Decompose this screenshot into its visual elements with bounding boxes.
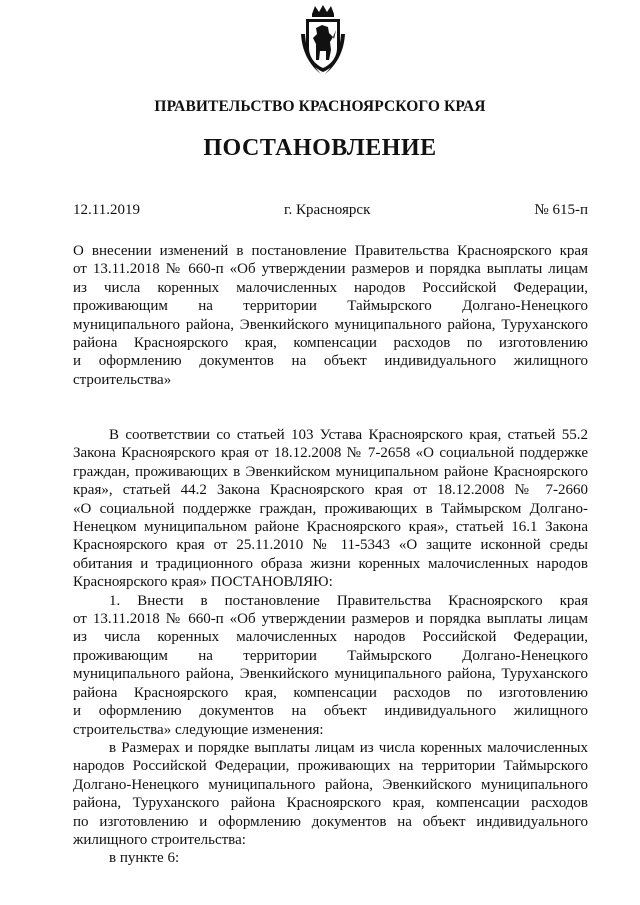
text-line: муниципального района, Эвенкийского муниципального района, Туруханского xyxy=(73,666,588,683)
body-paragraph xyxy=(73,592,588,739)
text-line: проживающим на территории Таймырского Долгано-Ненецкого xyxy=(73,647,588,664)
document-type-title: ПОСТАНОВЛЕНИЕ xyxy=(203,135,437,161)
text-line: по изготовлению и оформлению документов на объект индивидуального xyxy=(73,813,588,830)
document-city: г. Красноярск xyxy=(284,202,371,218)
text-line: проживающим на территории Таймырского Долгано-Ненецкого xyxy=(73,298,588,315)
text-line: от 13.11.2018 № 660-п «Об утверждении размеров и порядка выплаты лицам xyxy=(73,261,588,278)
text-line: О внесении изменений в постановление Правительства Красноярского края xyxy=(73,243,588,259)
text-line: 1. Внести в постановление Правительства Красноярского края xyxy=(109,592,588,609)
text-line: из числа коренных малочисленных народов Российской Федерации, xyxy=(73,279,588,296)
text-line: в Размерах и порядке выплаты лицам из числа коренных малочисленных xyxy=(109,739,588,756)
text-line: Красноярского края» ПОСТАНОВЛЯЮ: xyxy=(73,574,333,591)
text-line: Долгано-Ненецкого муниципального района, Эвенкийского муниципального xyxy=(73,776,588,793)
text-line: в пункте 6: xyxy=(109,850,180,867)
text-line: обитания и традиционного образа жизни коренных малочисленных народов xyxy=(73,555,588,572)
body-paragraph xyxy=(73,426,588,592)
text-line: и оформлению документов на объект индивидуального жилищного xyxy=(73,703,588,720)
text-line: народов Российской Федерации, проживающих на территории Таймырского xyxy=(73,758,588,775)
text-line: из числа коренных малочисленных народов Российской Федерации, xyxy=(73,629,588,646)
text-line: района, Туруханского района Красноярского края, компенсации расходов xyxy=(73,795,588,812)
text-line: Красноярского края от 25.11.2010 № 11-5343 «О защите исконной среды xyxy=(73,537,588,554)
document-number: № 615-п xyxy=(534,202,588,218)
text-line: района Красноярского края, компенсации расходов по изготовлению xyxy=(73,335,588,352)
text-line: муниципального района, Эвенкийского муниципального района, Туруханского xyxy=(73,316,588,333)
text-line: «О социальной поддержке граждан, проживающих в Таймырском Долгано- xyxy=(73,500,588,517)
text-line: района Красноярского края, компенсации расходов по изготовлению xyxy=(73,684,588,701)
text-line: Ненецком муниципальном районе Красноярского края», статьей 16.1 Закона xyxy=(73,519,588,536)
text-line: строительства» следующие изменения: xyxy=(73,721,324,738)
body-paragraph xyxy=(73,739,588,849)
text-line: строительства» xyxy=(73,371,172,388)
document-body xyxy=(73,426,588,868)
document-subject xyxy=(73,242,588,389)
body-paragraph xyxy=(73,849,588,867)
text-line: и оформлению документов на объект индивидуального жилищного xyxy=(73,353,588,370)
government-name: ПРАВИТЕЛЬСТВО КРАСНОЯРСКОГО КРАЯ xyxy=(154,98,486,115)
coat-of-arms-icon xyxy=(298,4,348,78)
text-line: В соответствии со статьей 103 Устава Красноярского края, статьей 55.2 xyxy=(109,427,588,443)
text-line: жилищного строительства: xyxy=(73,831,246,848)
text-line: от 13.11.2018 № 660-п «Об утверждении размеров и порядка выплаты лицам xyxy=(73,611,588,628)
text-line: граждан, проживающих в Эвенкийском муниципальном районе Красноярского xyxy=(73,463,588,480)
text-line: края», статьей 44.2 Закона Красноярского края от 18.12.2008 № 7-2660 xyxy=(73,482,588,499)
document-date: 12.11.2019 xyxy=(73,202,140,218)
text-line: Закона Красноярского края от 18.12.2008 № 7-2658 «О социальной поддержке xyxy=(73,445,588,462)
